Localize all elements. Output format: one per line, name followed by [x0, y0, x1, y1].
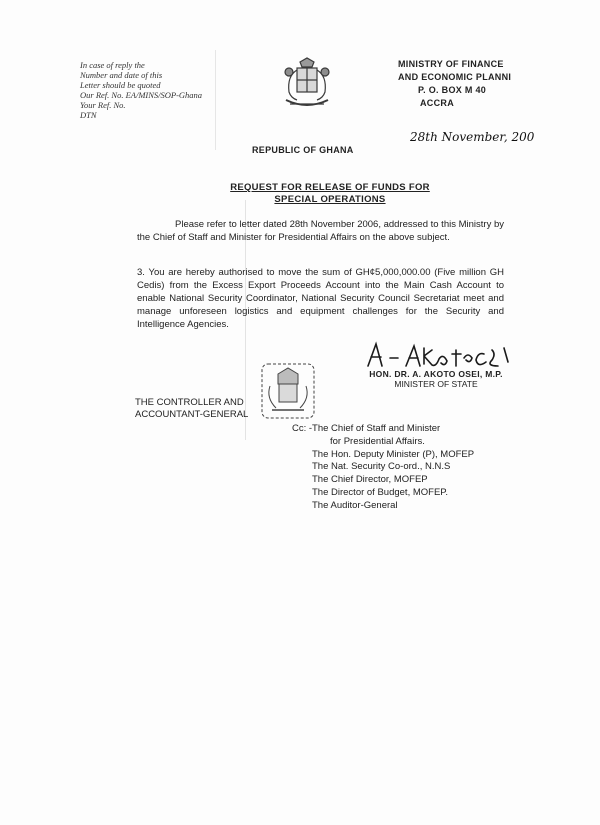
signatory-title: MINISTER OF STATE [394, 379, 478, 389]
body-paragraph [137, 218, 504, 244]
cc-item-continuation: for Presidential Affairs. [330, 435, 425, 447]
ministry-line: AND ECONOMIC PLANNI [398, 72, 512, 82]
republic-heading: REPUBLIC OF GHANA [252, 145, 354, 155]
coat-of-arms-icon [278, 56, 336, 112]
ministry-address [398, 58, 598, 110]
cc-item: The Auditor-General [312, 499, 398, 511]
handwritten-signature [364, 340, 514, 370]
ministry-line: MINISTRY OF FINANCE [398, 59, 504, 69]
signatory-block [346, 369, 526, 389]
subject-heading [210, 182, 450, 206]
reference-note-line: Number and date of this [80, 70, 163, 80]
reference-note [80, 60, 240, 120]
subject-line: REQUEST FOR RELEASE OF FUNDS FOR [230, 182, 430, 193]
addressee-line: THE CONTROLLER AND [135, 397, 244, 408]
reference-note-line: Your Ref. No. [80, 100, 126, 110]
ministry-line: ACCRA [420, 98, 454, 108]
official-stamp-icon [258, 360, 318, 422]
addressee-block [135, 397, 248, 421]
cc-item: The Director of Budget, MOFEP. [312, 486, 449, 498]
letter-date: 28th November, 200 [410, 130, 535, 144]
reference-note-line: Our Ref. No. EA/MINS/SOP-Ghana [80, 90, 203, 100]
ministry-line: P. O. BOX M 40 [418, 85, 487, 95]
reference-note-line: Letter should be quoted [80, 80, 161, 90]
reference-note-line: DTN [80, 110, 97, 120]
cc-item: The Hon. Deputy Minister (P), MOFEP [312, 448, 475, 460]
body-paragraph: 3. You are hereby authorised to move the sum of GH¢5,000,000.00 (Five million GH Cedis) from the Excess Export Proceeds Account into the Main Cash Account to enable National Security Coordinator, National Security Council Secretariat meet and manage unforeseen logistics and equipment challenges for the Security and Intelligence Agencies. [137, 267, 504, 330]
reference-note-line: In case of reply the [80, 60, 145, 70]
cc-item: The Nat. Security Co-ord., N.N.S [312, 461, 451, 473]
cc-item: The Chief Director, MOFEP [312, 474, 428, 486]
signatory-name: HON. DR. A. AKOTO OSEI, M.P. [369, 369, 503, 379]
cc-list [292, 423, 474, 513]
cc-item: Cc: -The Chief of Staff and Minister [292, 423, 441, 434]
paragraph-text: Please refer to letter dated 28th November 2006, addressed to this Ministry by the Chief of Staff and Minister for Presidential Affairs on the above subject. [137, 219, 504, 243]
subject-line: SPECIAL OPERATIONS [274, 194, 386, 205]
addressee-line: ACCOUNTANT-GENERAL [135, 409, 249, 420]
